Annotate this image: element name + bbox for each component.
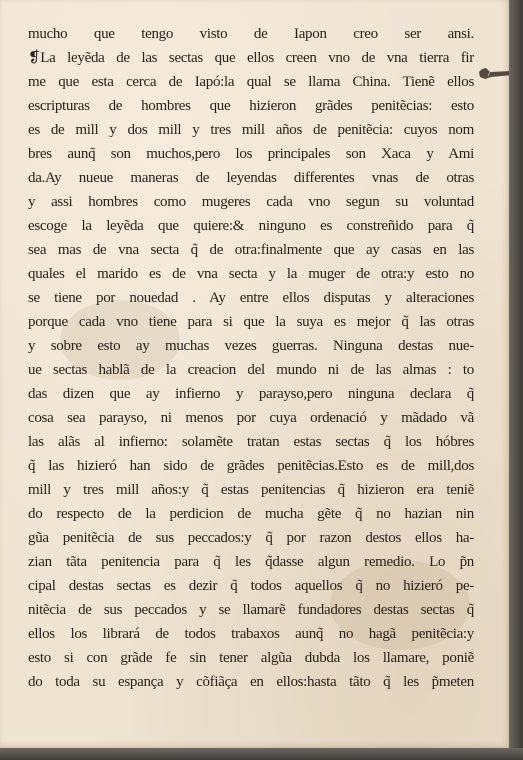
text-line: esto si con grãde fe sin tener algũa dubda los llamare, poniẽ <box>28 650 474 666</box>
text-line: ue sectas hablã de la creacion del mundo ni de las almas : to <box>28 362 474 378</box>
page-edge-bottom <box>0 748 523 760</box>
text-line: do respecto de la perdicion de mucha gẽte q̃ no hazian nin <box>28 506 474 522</box>
text-line: me que esta cerca de Iapó:la qual se llama China. Tienẽ ellos <box>28 74 474 90</box>
text-line: quales el marido es de vna secta y la muger de otra:y esto no <box>28 266 474 282</box>
text-line: zian tãta penitencia para q̃ les q̃dasse algun remedio. Lo p̃n <box>28 554 474 570</box>
text-block <box>28 22 474 694</box>
text-line: se tiene por nouedad . Ay entre ellos disputas y alteraciones <box>28 290 474 306</box>
text-line: mucho que tengo visto de Iapon creo ser ansi. <box>28 26 474 42</box>
text-line: das dizen que ay infierno y parayso,pero ninguna declara q̃ <box>28 386 474 402</box>
text-line: q̃ las hizieró han sido de grãdes penitẽcias.Esto es de mill,dos <box>28 458 474 474</box>
text-line: las alãs al infierno: solamẽte tratan estas sectas q̃ los hóbres <box>28 434 474 450</box>
text-line: nitẽcia de sus peccados y se llamarẽ fundadores destas sectas q̃ <box>28 602 474 618</box>
text-line: da.Ay nueue maneras de leyendas differentes vnas de otras <box>28 170 474 186</box>
text-line: sea mas de vna secta q̃ de otra:finalmente que ay casas en las <box>28 242 474 258</box>
text-line: bres aunq̃ son muchos,pero los principales son Xaca y Ami <box>28 146 474 162</box>
text-line: escoge la leyẽda que quiere:& ninguno es constreñido para q̃ <box>28 218 474 234</box>
text-line: mill y tres mill años:y q̃ estas penitencias q̃ hizieron era teniẽ <box>28 482 474 498</box>
text-line: cosa sea parayso, ni menos por cuya ordenació y mãdado vã <box>28 410 474 426</box>
text-line: gũa penitẽcia de sus peccados:y q̃ por razon destos ellos ha- <box>28 530 474 546</box>
text-line: porque cada vno tiene para si que la suya es mejor q̃ las otras <box>28 314 474 330</box>
text-line: y sobre esto ay muchas vezes guerras. Ninguna destas nue- <box>28 338 474 354</box>
text-line: es de mill y dos mill y tres mill años de penitẽcia: cuyos nom <box>28 122 474 138</box>
text-line: ellos los librará de todos trabaxos aunq̃ no hagã penitẽcia:y <box>28 626 474 642</box>
text-line: ❡La leyẽda de las sectas que ellos creen vno de vna tierra fir <box>28 50 474 66</box>
text-line: y assi hombres como mugeres cada vno segun su voluntad <box>28 194 474 210</box>
page-edge-right <box>509 0 523 760</box>
text-line: escripturas de hombres que hizieron grãdes penitẽcias: esto <box>28 98 474 114</box>
text-line: do toda su espança y cõfiãça en ellos:hasta tãto q̃ les p̃meten <box>28 674 474 690</box>
text-line: cipal destas sectas es dezir q̃ todos aquellos q̃ no hizieró pe- <box>28 578 474 594</box>
